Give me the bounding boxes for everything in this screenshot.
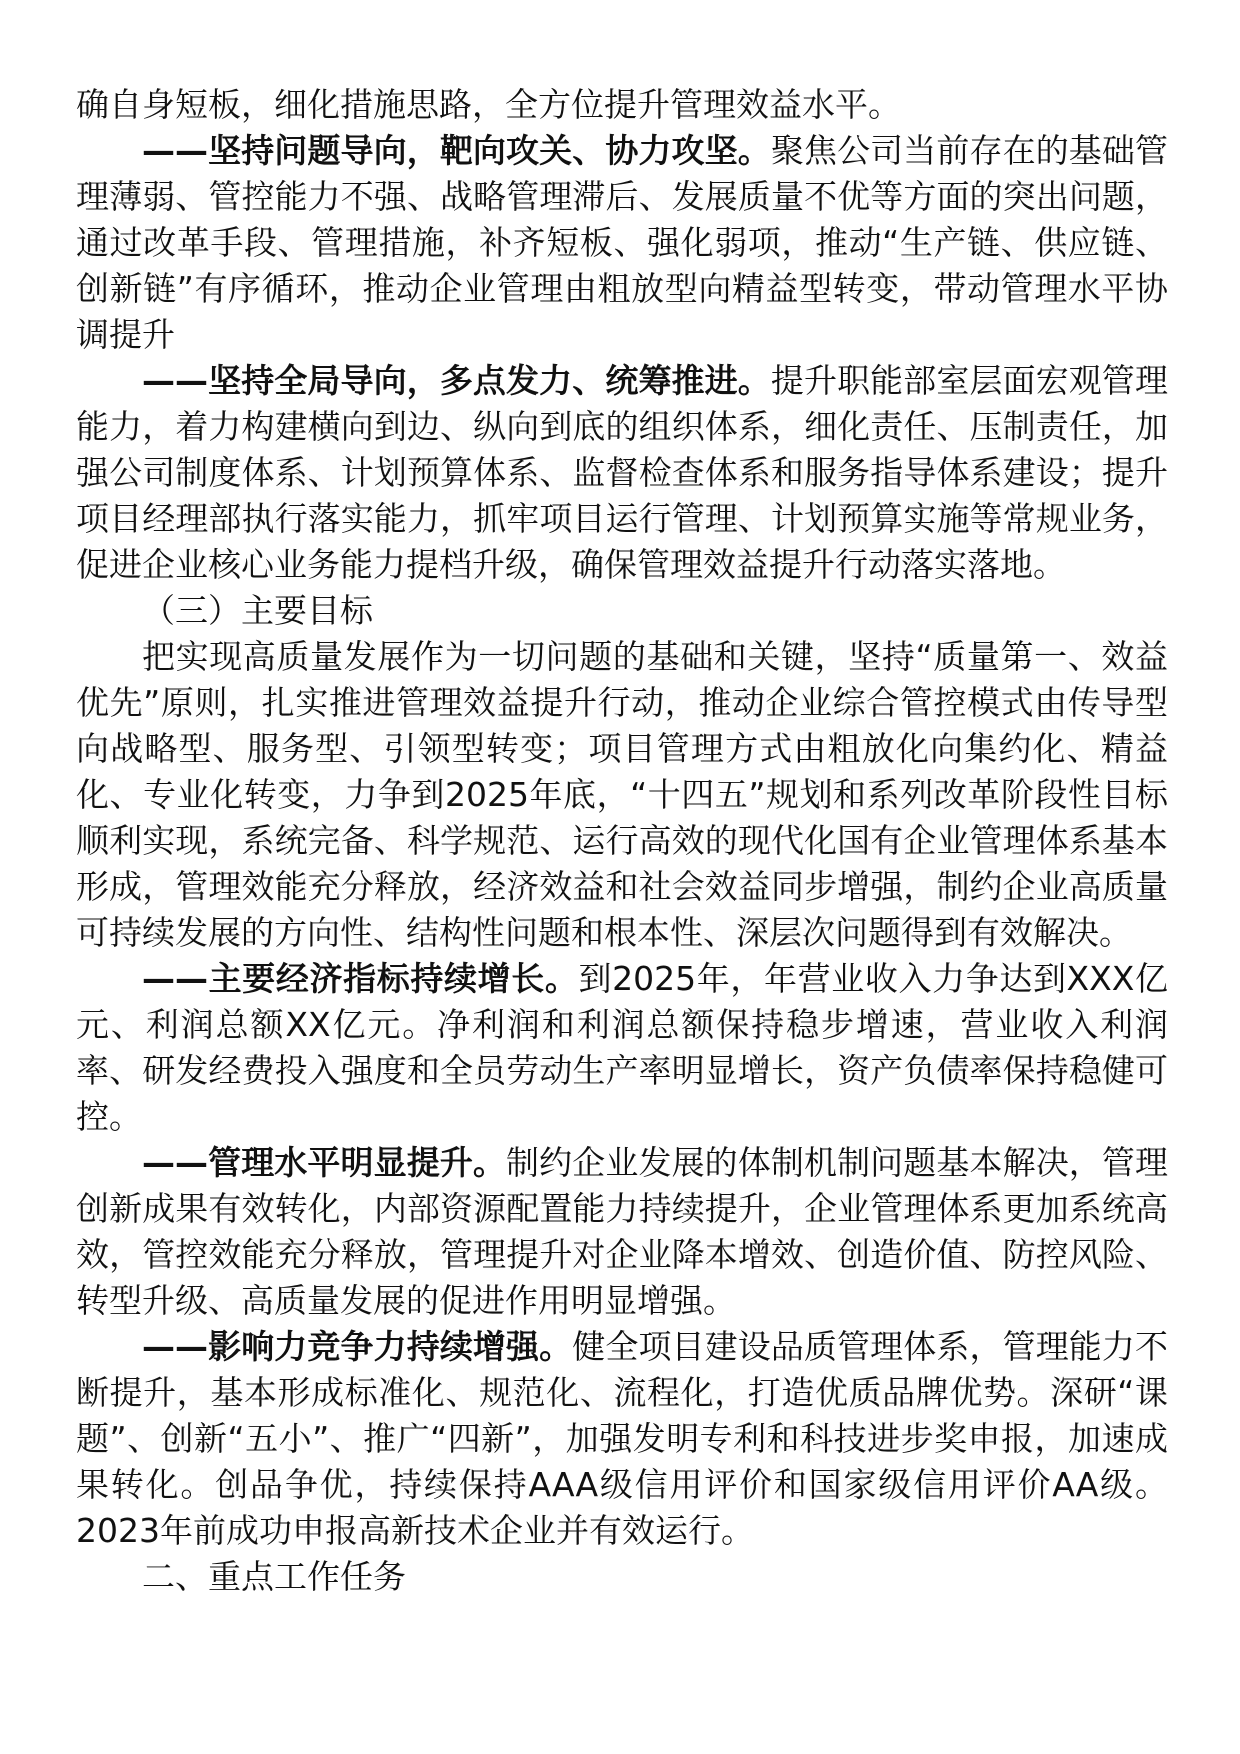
paragraph-main-goals: 把实现高质量发展作为一切问题的基础和关键，坚持“质量第一、效益优先”原则，扎实推进管理效益提升行动，推动企业综合管控模式由传导型向战略型、服务型、引领型转变；项目管理方式由粗放化向集约化、精益化、专业化转变，力争到2025年底，“十四五”规划和系列改革阶段性目标顺利实现，系统完备、科学规范、运行高效的现代化国有企业管理体系基本形成，管理效能充分释放，经济效益和社会效益同步增强，制约企业高质量可持续发展的方向性、结构性问题和根本性、深层次问题得到有效解决。 (76, 637, 1168, 952)
paragraph-lead-bold: ——主要经济指标持续增长。 (142, 959, 579, 998)
paragraph-body: 到2025年，年营业收入力争达到XXX亿元、利润总额XX亿元。净利润和利润总额保持稳步增速，营业收入利润率、研发经费投入强度和全员劳动生产率明显增长，资产负债率保持稳健可控。 (76, 959, 1169, 1136)
paragraph-management-level (76, 1140, 1168, 1324)
section-heading-key-tasks: 二、重点工作任务 (142, 1557, 406, 1596)
paragraph-lead-bold: ——管理水平明显提升。 (142, 1143, 507, 1182)
paragraph-lead-bold: ——坚持全局导向，多点发力、统筹推进。 (142, 361, 771, 400)
paragraph-continued: 确自身短板，细化措施思路，全方位提升管理效益水平。 (76, 85, 901, 124)
paragraph-body: 聚焦公司当前存在的基础管理薄弱、管控能力不强、战略管理滞后、发展质量不优等方面的突出问题，通过改革手段、管理措施，补齐短板、强化弱项，推动“生产链、供应链、创新链”有序循环，推动企业管理由粗放型向精益型转变，带动管理水平协调提升 (76, 131, 1169, 354)
paragraph-body: 制约企业发展的体制机制问题基本解决，管理创新成果有效转化，内部资源配置能力持续提升，企业管理体系更加系统高效，管控效能充分释放，管理提升对企业降本增效、创造价值、防控风险、转型升级、高质量发展的促进作用明显增强。 (76, 1143, 1169, 1320)
paragraph-body: 健全项目建设品质管理体系，管理能力不断提升，基本形成标准化、规范化、流程化，打造优质品牌优势。深研“课题”、创新“五小”、推广“四新”，加强发明专利和科技进步奖申报，加速成果转化。创品争优，持续保持AAA级信用评价和国家级信用评价AA级。2023年前成功申报高新技术企业并有效运行。 (76, 1327, 1169, 1550)
paragraph-lead-bold: ——影响力竞争力持续增强。 (142, 1327, 573, 1366)
section-heading-main-goals: （三）主要目标 (142, 591, 373, 630)
paragraph-influence-competitiveness (76, 1324, 1168, 1554)
paragraph-economic-indicators (76, 956, 1168, 1140)
paragraph-body: 提升职能部室层面宏观管理能力，着力构建横向到边、纵向到底的组织体系，细化责任、压制责任，加强公司制度体系、计划预算体系、监督检查体系和服务指导体系建设；提升项目经理部执行落实能力，抓牢项目运行管理、计划预算实施等常规业务，促进企业核心业务能力提档升级，确保管理效益提升行动落实落地。 (76, 361, 1169, 584)
paragraph-overall-oriented (76, 358, 1168, 588)
paragraph-lead-bold: ——坚持问题导向，靶向攻关、协力攻坚。 (142, 131, 771, 170)
paragraph-problem-oriented (76, 128, 1168, 358)
document-page (76, 82, 1168, 1600)
